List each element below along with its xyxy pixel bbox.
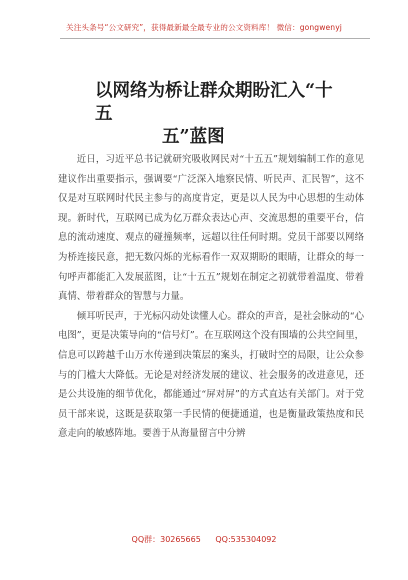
paragraph-2: 倾耳听民声，于光标闪动处读懂人心。群众的声音，是社会脉动的“心电图”，更是决策导向的“信号灯”。在互联网这个没有围墙的公共空间里，信息可以跨越千山万水传递到决策层的案头，打破时空的局限，让公众参与的门槛大大降低。无论是对经济发展的建议、社会服务的改进意见，还是公共设施的细节优化，都能通过“屏对屏”的方式直达有关部门。对于党员干部来说，这既是获取第一手民情的便捷通道，也是衡量政策热度和民意走向的敏感阵地。要善于从海量留言中分辨 [58,310,364,440]
paragraph-1: 近日，习近平总书记就研究吸收网民对“十五五”规划编制工作的意见建议作出重要指示，强调要“广泛深入地察民情、听民声、汇民智”，这不仅是对互联网时代民主参与的高度肯定，更是以人民为中心思想的生动体现。新时代，互联网已成为亿万群众表达心声、交流思想的重要平台，信息的流动速度、观点的碰撞频率，远超以往任何时期。党员干部要以网络为桥连接民意，把无数闪烁的光标看作一双双期盼的眼睛，让群众的每一句呼声都能汇入发展蓝图，让“十五五”规划在制定之初就带着温度、带着真情、带着群众的智慧与力量。 [58,154,364,303]
article-title [95,80,335,149]
title-line-1: 以网络为桥让群众期盼汇入“十五 [95,81,333,124]
header-divider [60,38,370,39]
footer-qq-number: QQ:535304092 [215,535,277,544]
header-banner: 关注头条号“公文研究”，获得最新最全最专业的公文资料库！ 微信：gongwenyj [66,23,342,32]
footer-qq-group: QQ群：30265665 [131,535,201,544]
title-line-2: 五”蓝图 [162,127,225,147]
footer-contact [0,534,408,545]
article-body [58,150,364,444]
